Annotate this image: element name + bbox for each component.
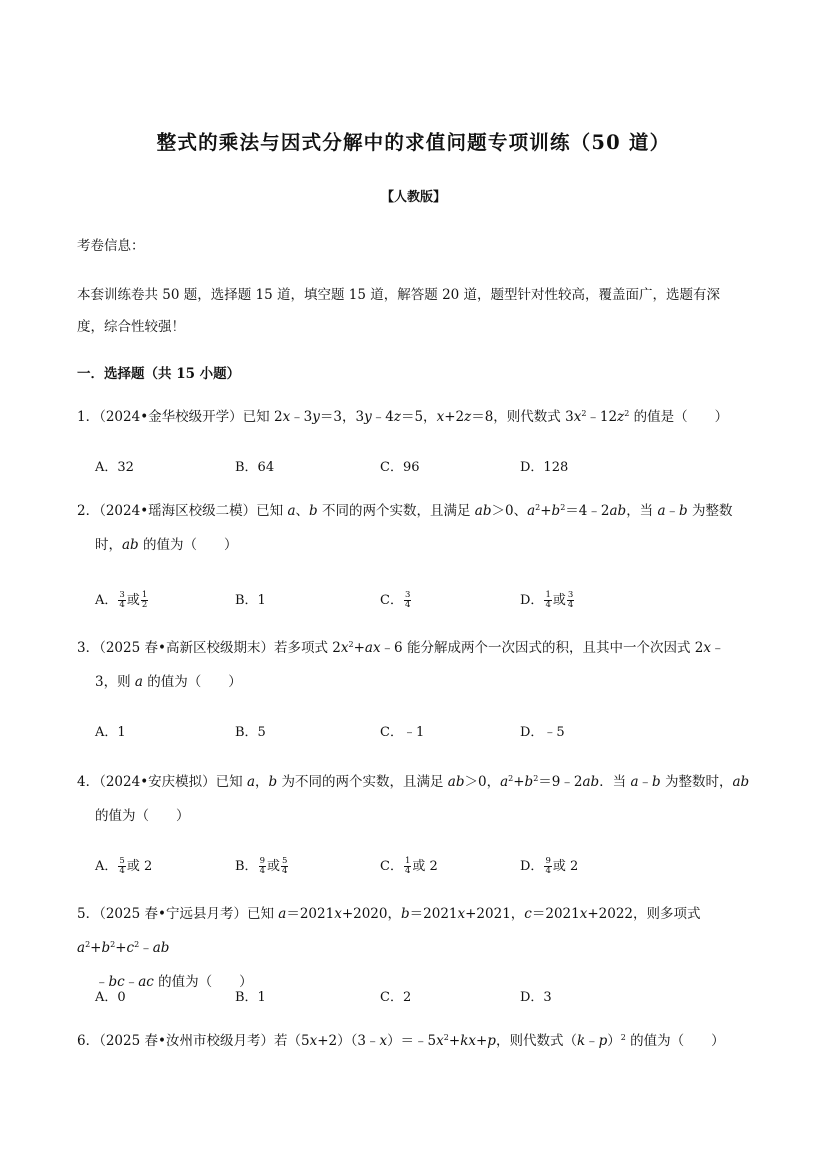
option-label: C． bbox=[380, 859, 403, 874]
option-label: B． bbox=[235, 859, 258, 874]
fraction bbox=[281, 857, 288, 876]
question-source: （2025 春•宁远县月考） bbox=[99, 906, 247, 922]
option-b[interactable]: B．1 bbox=[235, 990, 266, 1005]
numerator: 3 bbox=[567, 590, 574, 600]
option-c[interactable] bbox=[380, 589, 412, 610]
info-label: 考卷信息： bbox=[77, 238, 145, 254]
option-b[interactable]: B．5 bbox=[235, 725, 266, 740]
option-c[interactable]: C．﹣1 bbox=[380, 725, 425, 740]
question-2: 2．（2024•瑶海区校级二模）已知 a、b 不同的两个实数，且满足 ab＞0、$a^2+b^2=4﹣2ab$，当 a﹣b 为整数 时，ab 的值为（ ） bbox=[77, 503, 733, 553]
fraction bbox=[404, 591, 411, 610]
option-rest: 或 2 bbox=[552, 859, 579, 874]
question-number: 2． bbox=[77, 503, 100, 519]
question-number: 1． bbox=[77, 409, 100, 425]
edition-label: 【人教版】 bbox=[380, 190, 446, 205]
question-5-options bbox=[95, 986, 695, 1006]
question-source: （2024•瑶海区校级二模） bbox=[99, 503, 257, 519]
question-source: （2024•安庆模拟） bbox=[99, 774, 216, 790]
option-b[interactable]: B．1 bbox=[235, 593, 266, 608]
option-d[interactable] bbox=[520, 589, 575, 610]
option-a[interactable]: A．1 bbox=[95, 725, 126, 740]
question-4: 4．（2024•安庆模拟）已知 a，b 为不同的两个实数，且满足 ab＞0，$a^2+b^2=9﹣2ab$．当 a﹣b 为整数时，ab 的值为（ ） bbox=[77, 774, 750, 824]
fraction bbox=[544, 857, 551, 876]
question-6: 6．（2025 春•汝州市校级月考）若$(5x+2)(3﹣x)=﹣5x^2+kx+p$，则代数式（k﹣p）$^2$ 的值为（ ） bbox=[77, 1033, 725, 1049]
numerator: 1 bbox=[545, 590, 551, 600]
denominator: 4 bbox=[545, 866, 551, 876]
numerator: 3 bbox=[404, 590, 411, 600]
option-a[interactable]: A．0 bbox=[95, 990, 126, 1005]
question-number: 5． bbox=[77, 906, 100, 922]
numerator: 1 bbox=[404, 856, 411, 866]
option-a[interactable] bbox=[95, 855, 152, 876]
denominator: 4 bbox=[404, 866, 411, 876]
option-label: D． bbox=[520, 593, 544, 608]
option-b[interactable]: B．64 bbox=[235, 460, 275, 475]
fraction bbox=[141, 591, 148, 610]
fraction bbox=[118, 857, 125, 876]
question-source: （2025 春•高新区校级期末） bbox=[99, 640, 274, 656]
fraction bbox=[118, 591, 125, 610]
option-b[interactable] bbox=[235, 855, 289, 876]
fraction bbox=[544, 591, 551, 610]
question-2-options bbox=[95, 589, 695, 609]
option-a[interactable]: A．32 bbox=[95, 460, 134, 475]
fraction bbox=[259, 857, 266, 876]
option-rest: 或 2 bbox=[412, 859, 438, 874]
or-text: 或 bbox=[126, 593, 140, 608]
option-d[interactable]: D．﹣5 bbox=[520, 725, 565, 740]
option-d[interactable]: D．3 bbox=[520, 990, 552, 1005]
option-label: A． bbox=[95, 593, 118, 608]
option-c[interactable]: C．96 bbox=[380, 460, 420, 475]
fraction bbox=[567, 591, 574, 610]
denominator: 4 bbox=[545, 600, 551, 610]
question-1: 1．（2024•金华校级开学）已知 2x﹣3y＝3，3y﹣4z＝5，x+2z＝8，则代数式 $3x^2﹣12z^2$ 的值是（ ） bbox=[77, 409, 729, 425]
denominator: 4 bbox=[404, 600, 411, 610]
option-label: A． bbox=[95, 859, 118, 874]
question-source: （2024•金华校级开学） bbox=[99, 409, 243, 425]
question-number: 3． bbox=[77, 640, 100, 656]
question-number: 6． bbox=[77, 1033, 100, 1049]
numerator: 9 bbox=[545, 856, 551, 866]
question-number: 4． bbox=[77, 774, 100, 790]
numerator: 5 bbox=[282, 856, 288, 866]
option-d[interactable] bbox=[520, 855, 578, 876]
numerator: 9 bbox=[259, 856, 265, 866]
question-3-options bbox=[95, 721, 695, 741]
denominator: 4 bbox=[282, 866, 288, 876]
page-title: 整式的乘法与因式分解中的求值问题专项训练（50 道） bbox=[156, 131, 671, 154]
info-desc-line2: 度，综合性较强！ bbox=[77, 319, 185, 335]
option-c[interactable]: C．2 bbox=[380, 990, 412, 1005]
numerator: 1 bbox=[141, 590, 148, 600]
section-heading: 一．选择题（共 15 小题） bbox=[77, 366, 241, 382]
denominator: 4 bbox=[259, 866, 265, 876]
option-label: D． bbox=[520, 859, 544, 874]
or-text: 或 bbox=[552, 593, 566, 608]
option-c[interactable] bbox=[380, 855, 438, 876]
info-desc-line1: 本套训练卷共 50 题，选择题 15 道，填空题 15 道，解答题 20 道，题型针对性较高，覆盖面广，选题有深 bbox=[77, 287, 721, 303]
fraction bbox=[404, 857, 411, 876]
denominator: 4 bbox=[567, 600, 574, 610]
question-4-options bbox=[95, 855, 695, 875]
numerator: 3 bbox=[119, 590, 125, 600]
question-source: （2025 春•汝州市校级月考） bbox=[99, 1033, 274, 1049]
denominator: 2 bbox=[141, 600, 148, 610]
question-5: 5．（2025 春•宁远县月考）已知 a＝2021x+2020，b＝2021x+2021，c＝2021x+2022，则多项式 $a^2+b^2+c^2﹣ab$ ﹣bc﹣ac 的值为（ ） bbox=[77, 906, 701, 990]
option-d[interactable]: D．128 bbox=[520, 460, 569, 475]
denominator: 4 bbox=[119, 600, 125, 610]
numerator: 5 bbox=[119, 856, 125, 866]
option-a[interactable] bbox=[95, 589, 149, 610]
option-label: C． bbox=[380, 593, 403, 608]
denominator: 4 bbox=[119, 866, 125, 876]
question-1-options bbox=[95, 456, 695, 476]
or-text: 或 bbox=[266, 859, 280, 874]
question-3: 3．（2025 春•高新区校级期末）若多项式 $2x^2+ax﹣6$ 能分解成两个一次因式的积，且其中一个次因式 2x﹣ 3，则 a 的值为（ ） bbox=[77, 640, 725, 690]
option-rest: 或 2 bbox=[126, 859, 153, 874]
